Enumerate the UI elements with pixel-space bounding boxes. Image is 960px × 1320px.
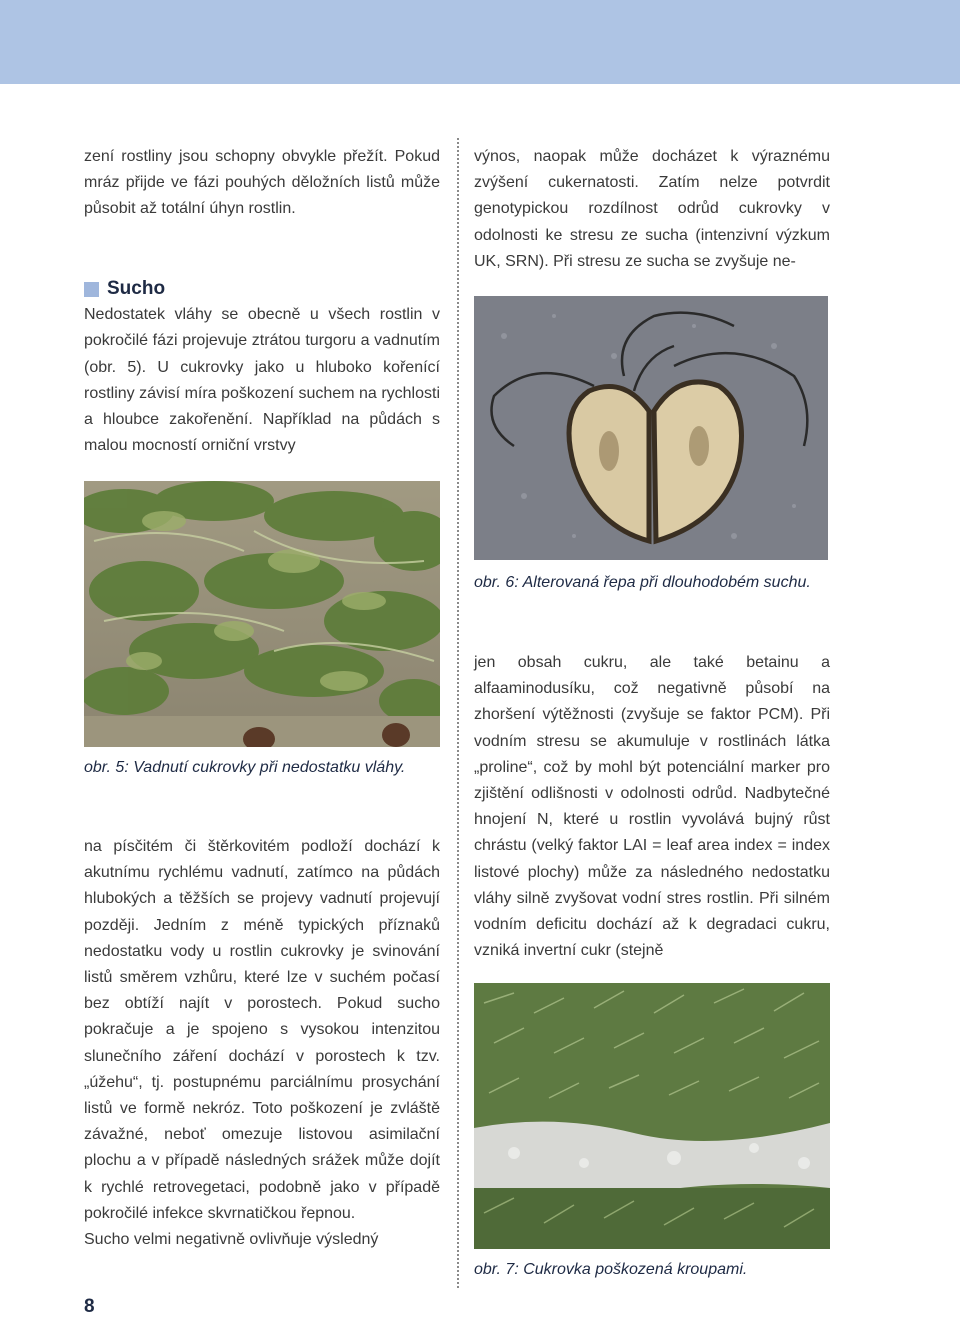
section-sucho	[84, 276, 440, 459]
figure-6-caption	[474, 572, 814, 593]
photo-altered-beet	[474, 296, 828, 560]
heading-square-icon	[84, 282, 99, 297]
left-body	[84, 834, 440, 1253]
figure-7-caption: obr. 7: Cukrovka poškozená kroupami.	[474, 1261, 748, 1278]
page-number: 8	[84, 1296, 95, 1317]
left-intro-text: zení rostliny jsou schopny obvykle přežít. Pokud mráz přijde ve fázi pouhých děložních listů může působit až totální úhyn rostlin.	[84, 148, 440, 218]
column-divider	[457, 138, 459, 1288]
left-paragraph-2: na písčitém či štěrkovitém podloží dochází k akutnímu rychlému vadnutí, zatímco na půdách hlubokých a těžších se projevy vadnutí projevují později. Jedním z méně typických příznaků nedostatku vody u rostlin cukrovky je svinování listů směrem vzhůru, které lze v suchém počasí bez obtíží najít v porostech. Pokud sucho pokračuje a je spojeno s vysokou intenzitou slunečního záření dochází v porostech k tzv. „úžehu“, tj. postupnému parciálnímu prosychání listů ve formě nekróz. Toto poškození je zvláště závažné, neboť omezuje listovou asimilační plochu a v případě následných srážek může dojít k rychlé retrovegetaci, podobně jako v případě pokročilé infekce skvrnatičkou řepnou.	[84, 838, 440, 1222]
photo-wilted-beet	[84, 481, 440, 747]
photo-hail-damaged-beet	[474, 983, 830, 1249]
section-heading	[84, 276, 440, 302]
left-paragraph-1: Nedostatek vláhy se obecně u všech rostlin v pokročilé fázi projevuje ztrátou turgoru a vadnutím (obr. 5). U cukrovky jako u hluboko kořenící rostliny závisí míra poškození suchem na rychlosti a hloubce zakořenění. Například na půdách s malou mocností orniční vrstvy	[84, 306, 440, 455]
header-band	[0, 0, 960, 84]
right-body	[474, 650, 830, 964]
figure-5-caption: obr. 5: Vadnutí cukrovky při nedostatku vláhy.	[84, 759, 406, 776]
right-intro	[474, 144, 830, 275]
right-paragraph-1: výnos, naopak může docházet k výraznému zvýšení cukernatosti. Zatím nelze potvrdit genotypickou rozdílnost odrůd cukrovky v odolnosti ke stresu ze sucha (intenzivní výzkum UK, SRN). Při stresu ze sucha se zvyšuje ne-	[474, 148, 830, 270]
right-paragraph-2: jen obsah cukru, ale také betainu a alfaaminodusíku, což negativně působí na zhoršení výtěžnosti (zvyšuje se faktor PCM). Při vodním stresu se akumuluje v rostlinách látka „proline“, což by mohl být potenciální marker pro zjištění odlišnosti v odolnosti odrůd. Nadbytečné hnojení N, které u rostlin vyvolává bujný růst chrástu (velký faktor LAI = leaf area index = index listové plochy) může za následného nedostatku vláhy silně zvyšovat vodní stres rostlin. Při silném vodním deficitu dochází až k degradaci cukru, vzniká invertní cukr (stejně	[474, 654, 830, 960]
wilted-beet-image	[84, 481, 440, 747]
section-heading-text: Sucho	[107, 278, 166, 299]
left-paragraph-3: Sucho velmi negativně ovlivňuje výsledný	[84, 1231, 379, 1249]
figure-6-caption-text: obr. 6: Alterovaná řepa při dlouhodobém suchu.	[474, 574, 811, 591]
left-intro	[84, 144, 440, 223]
altered-beet-image	[474, 296, 828, 560]
hail-damaged-beet-image	[474, 983, 830, 1249]
